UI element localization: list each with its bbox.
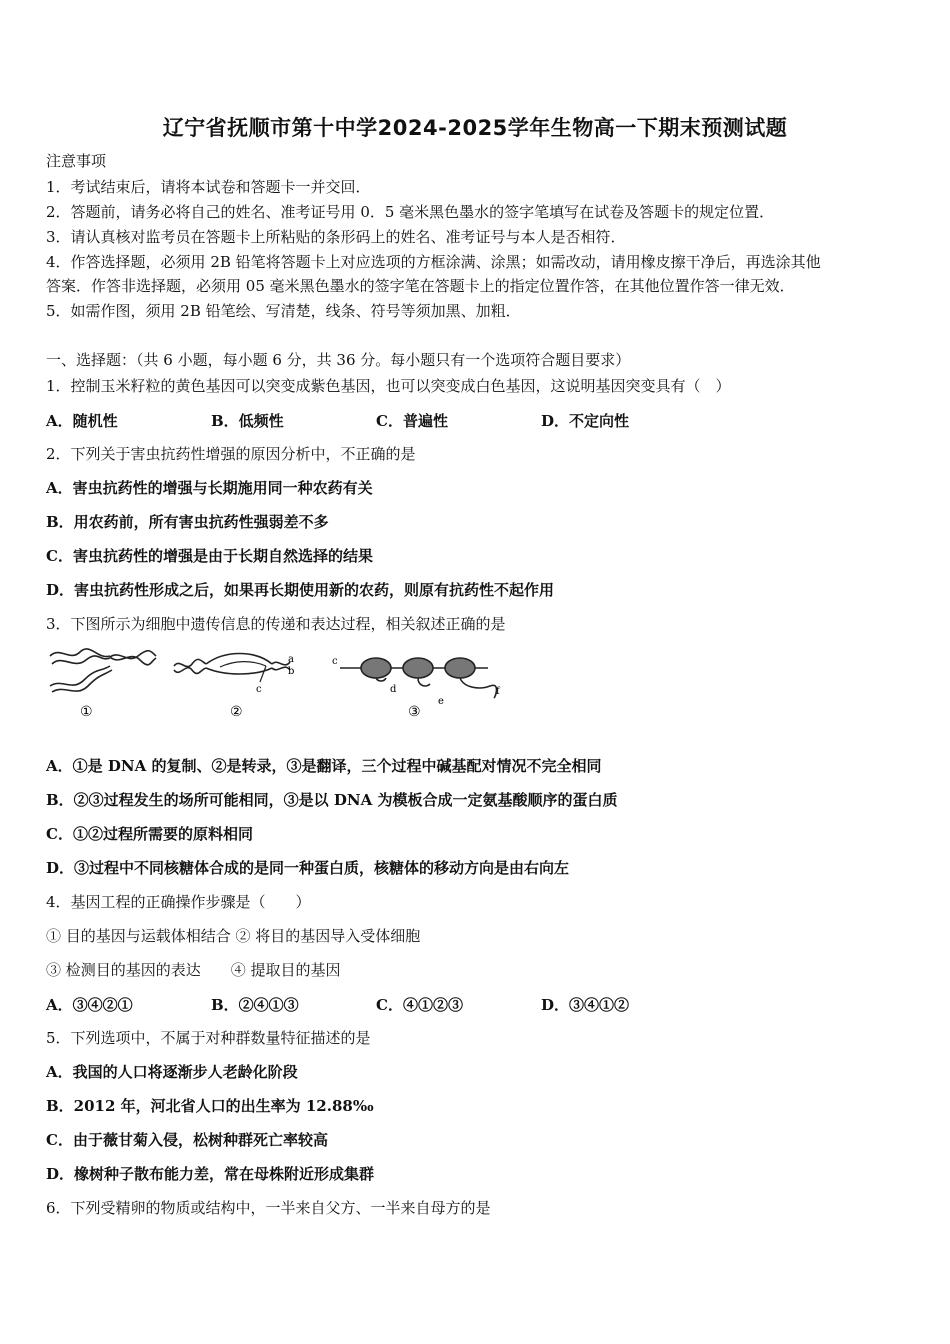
label-a: a bbox=[288, 654, 294, 665]
notice-item: 答案．作答非选择题，必须用 05 毫米黑色墨水的签字笔在答题卡上的指定位置作答，在其他位置作答一律无效． bbox=[46, 277, 795, 295]
q5-option-a[interactable]: A．我国的人口将逐渐步人老龄化阶段 bbox=[46, 1063, 298, 1081]
q1-option-c[interactable]: C．普遍性 bbox=[376, 412, 448, 430]
section-heading: 一、选择题：（共 6 小题，每小题 6 分，共 36 分。每小题只有一个选项符合题目要求） bbox=[46, 351, 631, 369]
notice-item: 5．如需作图，须用 2B 铅笔绘、写清楚，线条、符号等须加黑、加粗． bbox=[46, 302, 521, 320]
figure-number: ③ bbox=[408, 704, 421, 720]
q3-stem: 3．下图所示为细胞中遗传信息的传递和表达过程，相关叙述正确的是 bbox=[46, 615, 506, 633]
q4-steps-2: ③ 检测目的基因的表达 ④ 提取目的基因 bbox=[46, 961, 341, 979]
q4-steps-1: ① 目的基因与运载体相结合 ② 将目的基因导入受体细胞 bbox=[46, 927, 421, 945]
q3-option-d[interactable]: D．③过程中不同核糖体合成的是同一种蛋白质，核糖体的移动方向是由右向左 bbox=[46, 859, 570, 877]
q2-option-c[interactable]: C．害虫抗药性的增强是由于长期自然选择的结果 bbox=[46, 547, 373, 565]
figure-number: ① bbox=[80, 704, 93, 720]
transcription-figure bbox=[174, 654, 290, 683]
notice-item: 4．作答选择题，必须用 2B 铅笔将答题卡上对应选项的方框涂满、涂黑；如需改动，请用橡皮擦干净后，再选涂其他 bbox=[46, 253, 821, 271]
q1-option-a[interactable]: A．随机性 bbox=[46, 412, 118, 430]
q5-stem: 5．下列选项中，不属于对种群数量特征描述的是 bbox=[46, 1029, 371, 1047]
q4-option-a[interactable]: A．③④②① bbox=[46, 996, 133, 1014]
q3-option-c[interactable]: C．①②过程所需要的原料相同 bbox=[46, 825, 253, 843]
genetic-info-diagram bbox=[40, 642, 520, 724]
q2-option-a[interactable]: A．害虫抗药性的增强与长期施用同一种农药有关 bbox=[46, 479, 373, 497]
label-f: f bbox=[496, 686, 500, 697]
q1-option-b[interactable]: B．低频性 bbox=[211, 412, 284, 430]
q4-option-d[interactable]: D．③④①② bbox=[541, 996, 630, 1014]
q1-option-d[interactable]: D．不定向性 bbox=[541, 412, 630, 430]
q5-option-d[interactable]: D．橡树种子散布能力差，常在母株附近形成集群 bbox=[46, 1165, 375, 1183]
label-d: d bbox=[390, 684, 397, 695]
q2-option-b[interactable]: B．用农药前，所有害虫抗药性强弱差不多 bbox=[46, 513, 329, 531]
page-title: 辽宁省抚顺市第十中学2024-2025学年生物高一下期末预测试题 bbox=[162, 116, 788, 140]
label-c: c bbox=[256, 684, 262, 695]
q1-stem: 1．控制玉米籽粒的黄色基因可以突变成紫色基因，也可以突变成白色基因，这说明基因突变具有（ ） bbox=[46, 377, 731, 395]
label-e: e bbox=[438, 696, 444, 707]
notice-item: 2．答题前，请务必将自己的姓名、准考证号用 0．5 毫米黑色墨水的签字笔填写在试卷及答题卡的规定位置． bbox=[46, 203, 775, 221]
replication-figure bbox=[50, 649, 156, 692]
q4-stem: 4．基因工程的正确操作步骤是（ ） bbox=[46, 893, 311, 911]
label-c: c bbox=[332, 656, 338, 667]
translation-figure bbox=[340, 658, 497, 698]
q4-option-b[interactable]: B．②④①③ bbox=[211, 996, 299, 1014]
label-b: b bbox=[288, 666, 295, 677]
q5-option-b[interactable]: B．2012 年，河北省人口的出生率为 12.88‰ bbox=[46, 1097, 374, 1115]
notice-item: 1．考试结束后，请将本试卷和答题卡一并交回． bbox=[46, 178, 371, 196]
figure-number: ② bbox=[230, 704, 243, 720]
q6-stem: 6．下列受精卵的物质或结构中，一半来自父方、一半来自母方的是 bbox=[46, 1199, 491, 1217]
q3-option-b[interactable]: B．②③过程发生的场所可能相同，③是以 DNA 为模板合成一定氨基酸顺序的蛋白质 bbox=[46, 791, 618, 809]
q3-option-a[interactable]: A．①是 DNA 的复制、②是转录，③是翻译，三个过程中碱基配对情况不完全相同 bbox=[46, 757, 602, 775]
q2-option-d[interactable]: D．害虫抗药性形成之后，如果再长期使用新的农药，则原有抗药性不起作用 bbox=[46, 581, 555, 599]
q4-option-c[interactable]: C．④①②③ bbox=[376, 996, 463, 1014]
q5-option-c[interactable]: C．由于薇甘菊入侵，松树种群死亡率较高 bbox=[46, 1131, 328, 1149]
q2-stem: 2．下列关于害虫抗药性增强的原因分析中，不正确的是 bbox=[46, 445, 416, 463]
notice-heading: 注意事项 bbox=[46, 152, 107, 170]
notice-item: 3．请认真核对监考员在答题卡上所粘贴的条形码上的姓名、准考证号与本人是否相符． bbox=[46, 228, 626, 246]
